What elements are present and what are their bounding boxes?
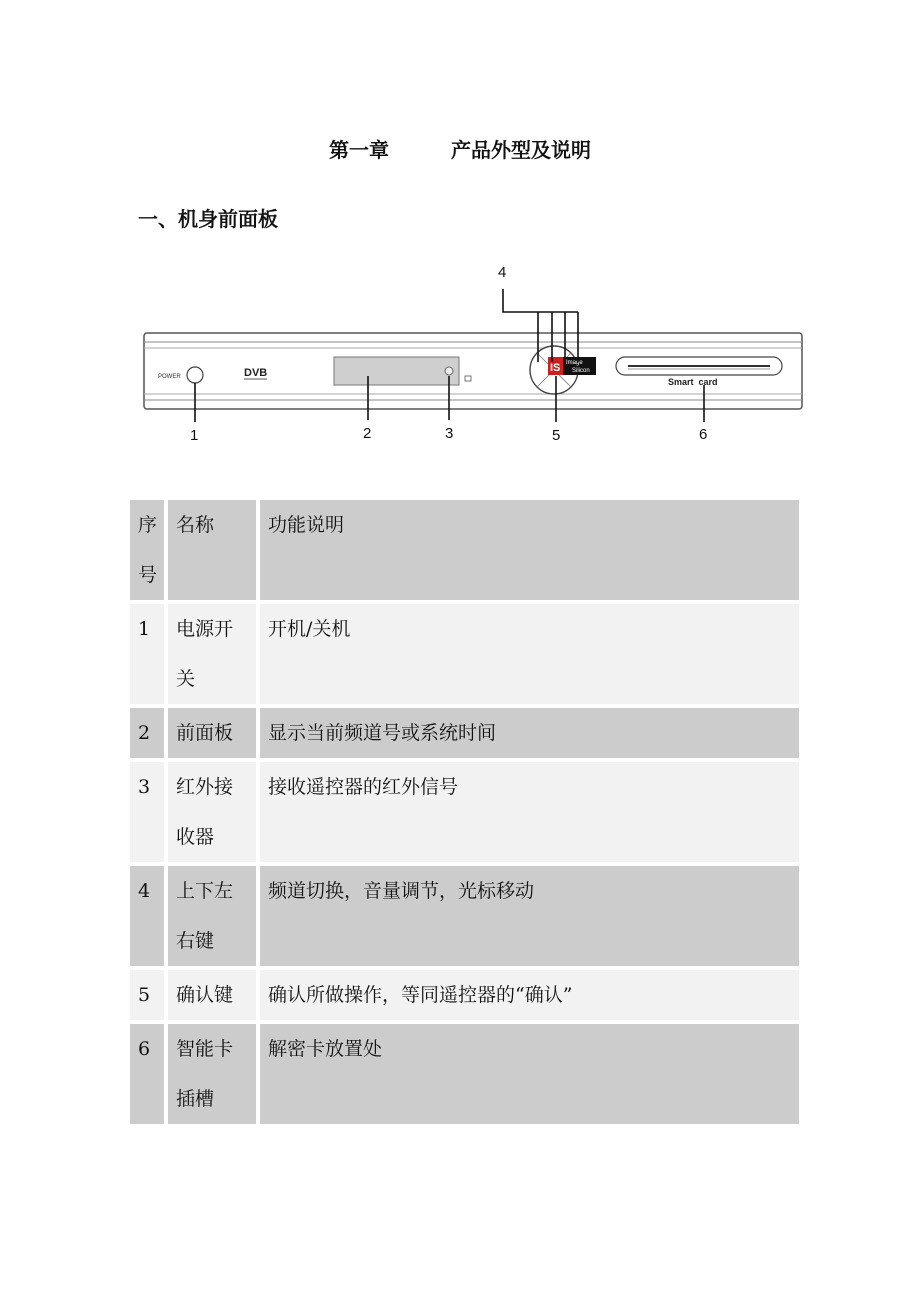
row-desc: 开机/关机 <box>260 604 799 704</box>
callout-1: 1 <box>190 427 199 444</box>
row-no: 1 <box>130 604 164 704</box>
header-no: 序号 <box>130 500 164 600</box>
card-label: Smart card <box>668 377 718 387</box>
indicator-icon <box>465 376 471 381</box>
callout-5: 5 <box>552 427 561 444</box>
header-name: 名称 <box>168 500 256 600</box>
row-desc: 接收遥控器的红外信号 <box>260 762 799 862</box>
row-name: 智能卡插槽 <box>168 1024 256 1124</box>
chapter-heading <box>0 134 920 163</box>
row-name: 红外接收器 <box>168 762 256 862</box>
row-name: 上下左右键 <box>168 866 256 966</box>
table-row <box>130 970 799 1020</box>
row-no: 3 <box>130 762 164 862</box>
callout-6: 6 <box>699 426 708 443</box>
table-row <box>130 762 799 862</box>
row-desc: 确认所做操作，等同遥控器的“确认” <box>260 970 799 1020</box>
row-name: 电源开关 <box>168 604 256 704</box>
front-panel-diagram <box>136 258 810 448</box>
table-header-row <box>130 500 799 600</box>
table-row <box>130 708 799 758</box>
row-no: 5 <box>130 970 164 1020</box>
row-name: 前面板 <box>168 708 256 758</box>
callout-4: 4 <box>498 264 507 281</box>
row-no: 4 <box>130 866 164 966</box>
row-name: 确认键 <box>168 970 256 1020</box>
chapter-number: 第一章 <box>329 138 389 162</box>
dvb-logo: DVB <box>244 367 268 379</box>
row-desc: 解密卡放置处 <box>260 1024 799 1124</box>
header-desc: 功能说明 <box>260 500 799 600</box>
spec-table <box>126 496 803 1128</box>
row-no: 6 <box>130 1024 164 1124</box>
brand-mark: IS <box>550 362 561 374</box>
chapter-title: 产品外型及说明 <box>451 138 591 162</box>
brand-line2: Silicon <box>572 368 590 374</box>
table-row <box>130 604 799 704</box>
display-window <box>334 357 459 385</box>
brand-line1: Image <box>566 360 583 366</box>
row-no: 2 <box>130 708 164 758</box>
section-heading: 一、机身前面板 <box>138 207 278 231</box>
row-desc: 频道切换，音量调节，光标移动 <box>260 866 799 966</box>
table-row <box>130 1024 799 1124</box>
power-label: POWER <box>158 374 181 380</box>
power-button-icon <box>187 367 203 383</box>
front-panel-illustration <box>136 258 810 448</box>
row-desc: 显示当前频道号或系统时间 <box>260 708 799 758</box>
table-row <box>130 866 799 966</box>
ir-receiver-icon <box>445 367 453 375</box>
callout-2: 2 <box>363 425 372 442</box>
callout-3: 3 <box>445 425 454 442</box>
